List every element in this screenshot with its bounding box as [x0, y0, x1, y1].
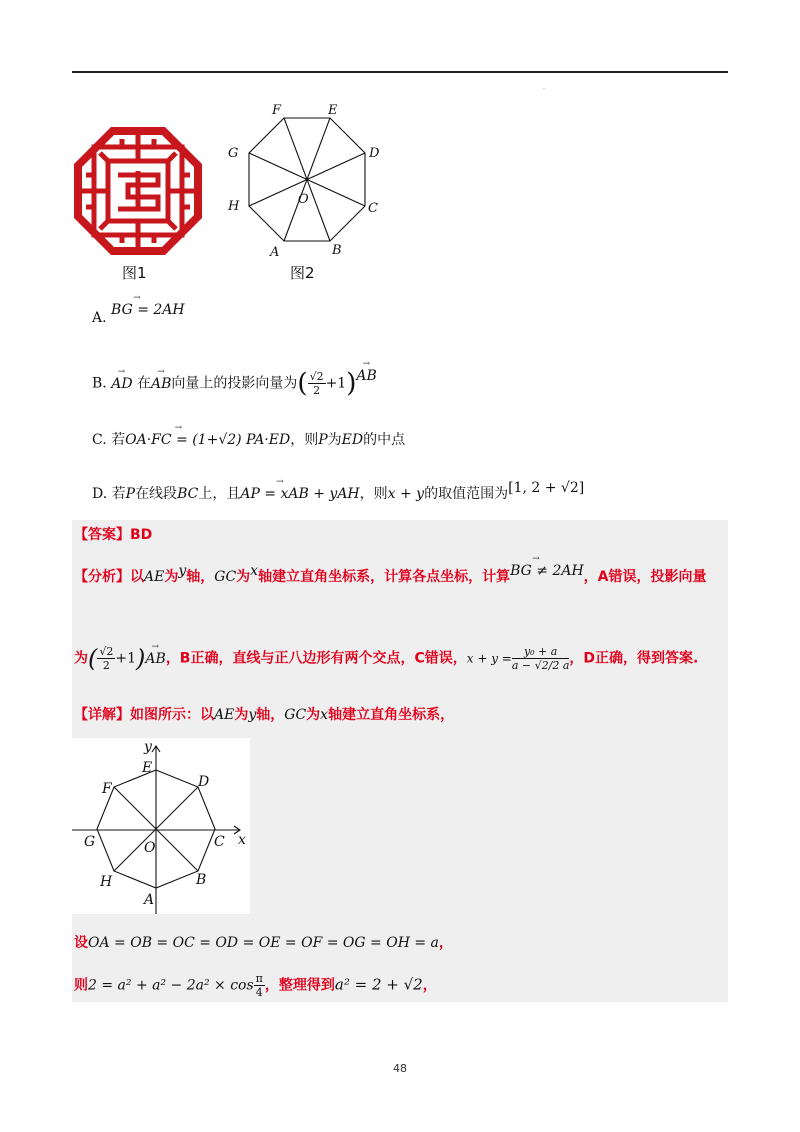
analysis-line-2: 为( $\frac{√2}{2}$ +1)→ AB，B正确，直线与正八边形有两个交点，C错误，x + y = $\frac{\text{y₀ + a}}{a - √2/2 a}$ ，D正确，得到答案.	[74, 645, 698, 672]
page-number: 48	[393, 1062, 407, 1075]
option-b-plus: +1	[325, 375, 347, 392]
analysis-text: ，D正确，得到答案.	[569, 650, 699, 667]
fig3-label-F: F	[102, 781, 112, 797]
detail-x: x	[320, 707, 329, 723]
fig2-label-B: B	[332, 243, 342, 258]
eq1-post: ，	[438, 935, 453, 951]
octagon-figure-2	[222, 100, 392, 262]
fig3-label-E: E	[142, 760, 153, 776]
fig3-label-A: A	[144, 892, 155, 908]
option-b-label: B.	[92, 375, 107, 392]
option-b-den: 2	[313, 384, 321, 397]
option-d-expr: → AP = xAB + yAH	[240, 484, 359, 504]
eq2-pi: π	[255, 972, 263, 985]
answer-line	[74, 524, 152, 546]
fig2-label-C: C	[368, 201, 378, 216]
option-c-p: P	[318, 432, 328, 448]
option-d-p: P	[125, 486, 136, 502]
option-d-t3: 上，且	[198, 486, 241, 502]
option-b-num: √2	[309, 370, 324, 383]
figure2-caption: 图2	[290, 264, 315, 282]
analysis-den: 2	[102, 659, 110, 672]
fig3-label-H: H	[100, 874, 113, 890]
lattice-window-image	[72, 125, 204, 257]
eq2-expr: 2 = a² + a² − 2a² × cos	[88, 977, 254, 994]
fig2-label-H: H	[228, 199, 240, 214]
detail-tag: 【详解】	[74, 707, 130, 723]
option-b-v2: → AB	[151, 374, 171, 394]
detail-gc: GC	[284, 707, 307, 723]
option-c-t4: 的中点	[363, 432, 406, 448]
option-d-t4: ，则	[359, 486, 388, 502]
eq2-four: 4	[255, 986, 263, 999]
analysis-text: ，A错误，投影向量	[583, 569, 707, 585]
eq2-res: a² = 2 + √2	[334, 975, 423, 994]
detail-text: 如图所示：以	[130, 707, 214, 723]
fig3-label-x: x	[238, 832, 246, 848]
option-b-t2: 向量上的投影向量为	[171, 375, 298, 392]
option-d-t2: 在线段	[135, 486, 178, 502]
option-b-t1: 在	[137, 375, 151, 392]
option-c	[92, 430, 405, 450]
option-c-expr: → OA·FC = (1+√2) PA·ED	[125, 430, 290, 450]
analysis-text: 轴建立直角坐标系，计算各点坐标，计算	[258, 569, 511, 585]
eq2-post: ，整理得到	[264, 977, 335, 994]
option-d-range: [1, 2 + √2]	[508, 480, 585, 496]
option-a	[92, 302, 185, 328]
analysis-plus: +1	[115, 650, 137, 667]
option-a-expr: → BG = 2AH	[111, 300, 185, 320]
detail-text: 轴建立直角坐标系，	[328, 707, 455, 723]
equation-1	[74, 932, 453, 954]
analysis-text: ，B正确，直线与正八边形有两个交点，C错误，	[165, 650, 467, 667]
analysis-line-1	[74, 563, 707, 588]
detail-y: y	[248, 707, 257, 723]
analysis-frac-num: y₀ + a	[512, 645, 570, 659]
analysis-frac-den: a − √2/2 a	[511, 659, 570, 672]
analysis-text: 为	[74, 650, 88, 667]
fig2-label-O: O	[298, 192, 309, 207]
detail-text: 为	[306, 707, 321, 723]
fig3-label-G: G	[84, 834, 96, 850]
equation-2	[74, 972, 437, 999]
option-b-v1: → AD	[111, 374, 132, 394]
detail-text: 为	[234, 707, 249, 723]
fig2-label-G: G	[228, 146, 239, 161]
analysis-y: y	[178, 563, 187, 579]
option-d-xy: x + y	[387, 486, 425, 502]
analysis-text: 轴，	[186, 569, 215, 585]
fig3-label-D: D	[198, 774, 210, 790]
analysis-num: √2	[99, 645, 114, 658]
detail-text: 轴，	[256, 707, 285, 723]
header-dot: ·	[543, 86, 545, 93]
fig2-label-A: A	[270, 245, 280, 260]
header-rule	[72, 71, 728, 73]
analysis-gc: GC	[214, 569, 237, 585]
fig3-label-O: O	[144, 840, 156, 856]
fig3-label-y: y	[144, 739, 152, 755]
detail-ae: AE	[214, 707, 235, 723]
option-b-v3: → AB	[356, 366, 376, 386]
option-c-ed: ED	[341, 432, 364, 448]
option-c-label: C.	[92, 432, 107, 448]
eq2-end: ，	[422, 977, 437, 994]
option-c-t3: 为	[327, 432, 342, 448]
analysis-ab: → AB	[145, 648, 165, 670]
analysis-ae: AE	[144, 569, 165, 585]
coordinate-octagon-figure	[72, 738, 250, 914]
fig3-label-C: C	[214, 834, 225, 850]
figure1-caption: 图1	[122, 264, 147, 282]
option-d-t5: 的取值范围为	[424, 486, 509, 502]
option-c-t2: ，则	[290, 432, 319, 448]
option-d-bc: BC	[177, 486, 199, 502]
option-c-t1: 若	[111, 432, 126, 448]
analysis-text: 为	[164, 569, 179, 585]
fig2-label-D: D	[369, 146, 380, 161]
detail-line	[74, 704, 454, 726]
fig2-label-F: F	[272, 103, 282, 118]
analysis-text: 为	[236, 569, 251, 585]
option-b: B. → AD 在→ AB向量上的投影向量为( $\frac{√2}{2}$ +1)→ AB	[92, 370, 377, 397]
eq1-pre: 设	[74, 935, 88, 951]
option-d	[92, 480, 585, 504]
analysis-xy: x + y =	[466, 651, 512, 666]
answer-tag: 【答案】	[74, 527, 130, 543]
analysis-text: 以	[130, 569, 144, 585]
analysis-x: x	[250, 563, 259, 579]
option-d-t1: 若	[111, 486, 126, 502]
fig3-label-B: B	[196, 872, 207, 888]
analysis-neq: → BG ≠ 2AH	[510, 560, 584, 582]
option-a-label: A.	[92, 310, 107, 326]
answer-value: BD	[130, 527, 153, 543]
analysis-tag: 【分析】	[74, 569, 130, 585]
fig2-label-E: E	[328, 103, 338, 118]
option-d-label: D.	[92, 486, 108, 502]
eq1-expr: OA = OB = OC = OD = OE = OF = OG = OH = a	[88, 935, 439, 951]
eq2-pre: 则	[74, 977, 88, 994]
